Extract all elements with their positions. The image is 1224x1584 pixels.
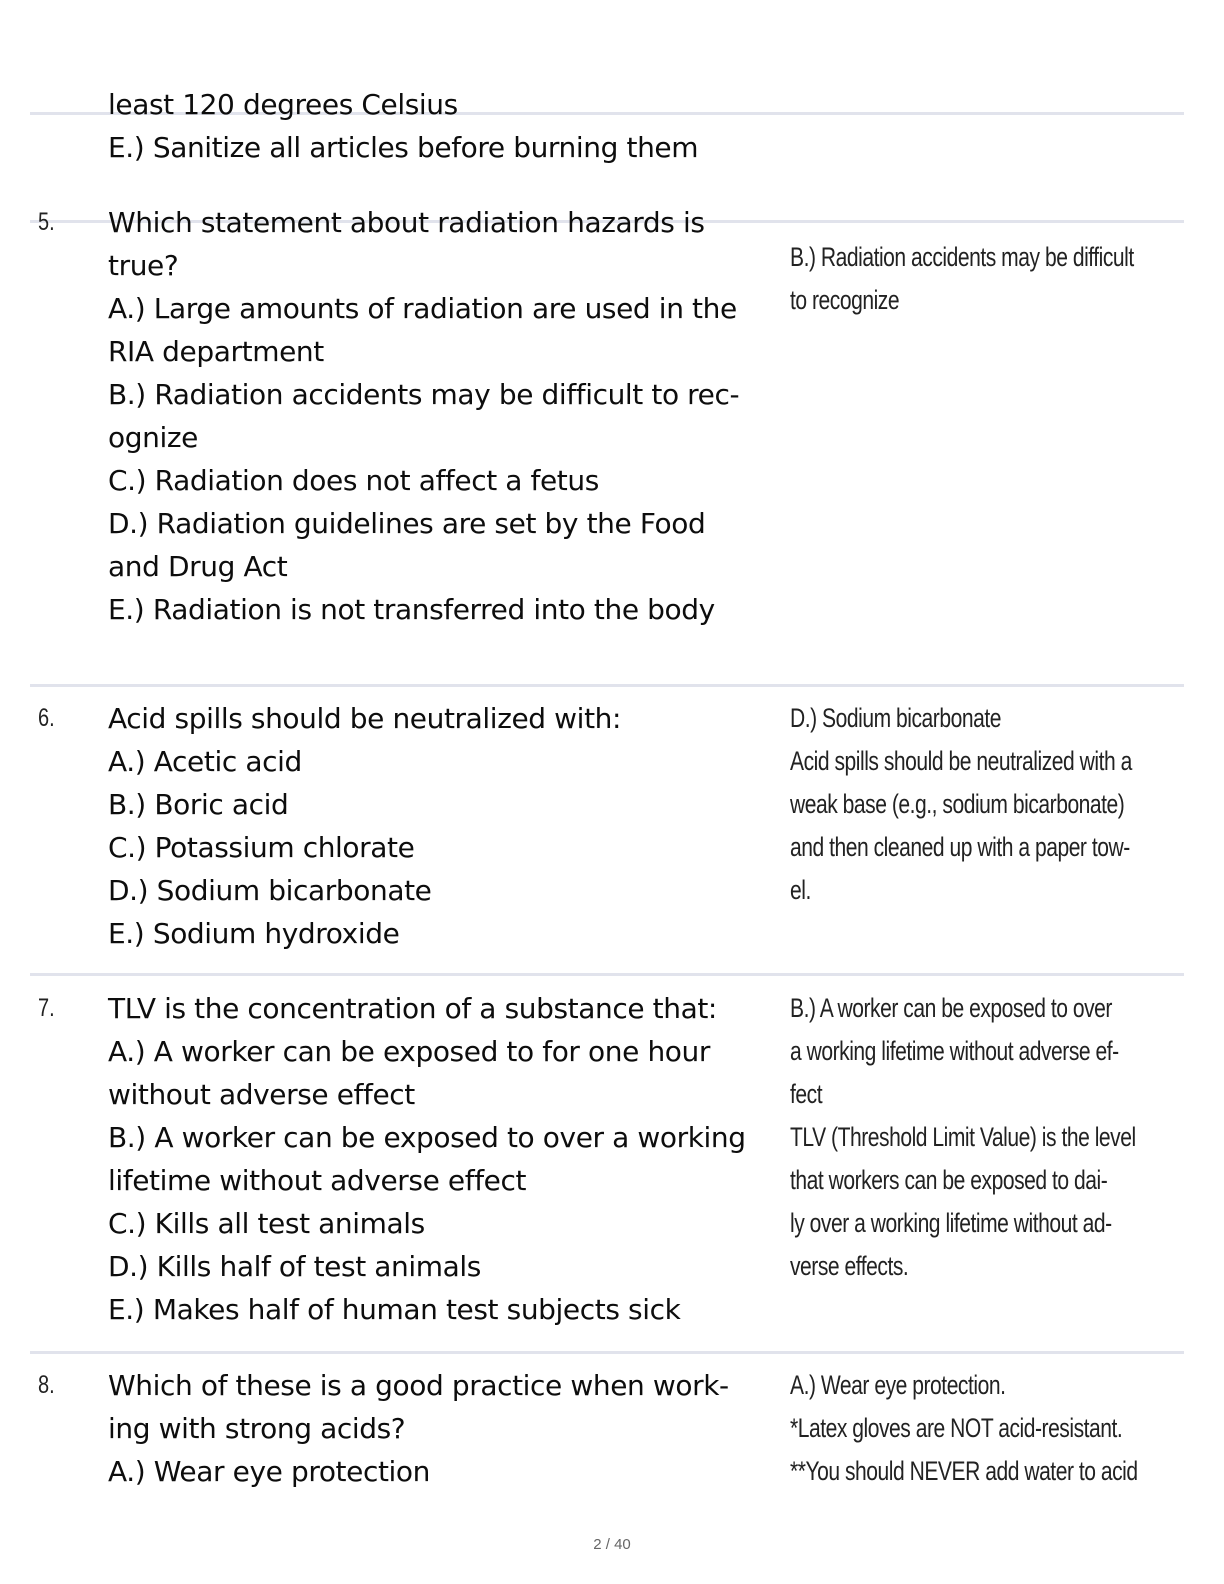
answer-line: a working lifetime without adverse ef- bbox=[790, 1036, 1119, 1066]
question-number: 5. bbox=[38, 208, 55, 236]
answer-line: fect bbox=[790, 1079, 823, 1109]
answer-explanation bbox=[790, 236, 1149, 322]
question-number: 6. bbox=[38, 704, 55, 732]
question-text bbox=[108, 987, 784, 1331]
option-line: C.) Radiation does not affect a fetus bbox=[108, 464, 599, 497]
option-line: lifetime without adverse effect bbox=[108, 1164, 527, 1197]
answer-line: *Latex gloves are NOT acid-resistant. bbox=[790, 1413, 1123, 1443]
answer-line: el. bbox=[790, 875, 811, 905]
option-line: A.) Large amounts of radiation are used in the bbox=[108, 292, 737, 325]
separator-rule bbox=[30, 684, 1184, 687]
answer-line: TLV (Threshold Limit Value) is the level bbox=[790, 1122, 1136, 1152]
continuation-line: E.) Sanitize all articles before burning them bbox=[108, 131, 699, 164]
option-line: D.) Kills half of test animals bbox=[108, 1250, 481, 1283]
answer-explanation bbox=[790, 1364, 1149, 1493]
question-line: Which of these is a good practice when work- bbox=[108, 1369, 729, 1402]
question-line: Which statement about radiation hazards is bbox=[108, 206, 705, 239]
answer-line: that workers can be exposed to dai- bbox=[790, 1165, 1108, 1195]
option-line: A.) Acetic acid bbox=[108, 745, 302, 778]
option-line: E.) Sodium hydroxide bbox=[108, 917, 400, 950]
separator-rule bbox=[30, 973, 1184, 976]
question-text bbox=[108, 201, 784, 631]
option-line: A.) Wear eye protection bbox=[108, 1455, 430, 1488]
answer-line: and then cleaned up with a paper tow- bbox=[790, 832, 1130, 862]
answer-line: verse effects. bbox=[790, 1251, 909, 1281]
option-line: D.) Sodium bicarbonate bbox=[108, 874, 432, 907]
separator-rule bbox=[30, 1351, 1184, 1354]
answer-explanation bbox=[790, 697, 1149, 912]
option-line: C.) Kills all test animals bbox=[108, 1207, 425, 1240]
option-line: RIA department bbox=[108, 335, 324, 368]
continuation-line: least 120 degrees Celsius bbox=[108, 88, 458, 121]
answer-explanation bbox=[790, 987, 1149, 1288]
option-line: E.) Makes half of human test subjects sick bbox=[108, 1293, 681, 1326]
option-line: without adverse effect bbox=[108, 1078, 415, 1111]
answer-line: ly over a working lifetime without ad- bbox=[790, 1208, 1112, 1238]
question-line: TLV is the concentration of a substance that: bbox=[108, 992, 717, 1025]
answer-line: weak base (e.g., sodium bicarbonate) bbox=[790, 789, 1125, 819]
answer-line: B.) Radiation accidents may be difficult bbox=[790, 242, 1134, 272]
option-line: B.) Radiation accidents may be difficult to rec- bbox=[108, 378, 740, 411]
question-number: 7. bbox=[38, 994, 55, 1022]
option-line: A.) A worker can be exposed to for one hour bbox=[108, 1035, 710, 1068]
answer-line: B.) A worker can be exposed to over bbox=[790, 993, 1112, 1023]
option-line: B.) Boric acid bbox=[108, 788, 289, 821]
option-line: C.) Potassium chlorate bbox=[108, 831, 415, 864]
answer-line: Acid spills should be neutralized with a bbox=[790, 746, 1132, 776]
option-line: D.) Radiation guidelines are set by the Food bbox=[108, 507, 706, 540]
option-line: E.) Radiation is not transferred into the body bbox=[108, 593, 715, 626]
question-text bbox=[108, 697, 784, 955]
option-line: ognize bbox=[108, 421, 198, 454]
question-line: ing with strong acids? bbox=[108, 1412, 406, 1445]
page-number: 2 / 40 bbox=[593, 1536, 631, 1553]
option-line: B.) A worker can be exposed to over a working bbox=[108, 1121, 746, 1154]
answer-line: A.) Wear eye protection. bbox=[790, 1370, 1006, 1400]
option-line: and Drug Act bbox=[108, 550, 288, 583]
answer-line: to recognize bbox=[790, 285, 900, 315]
question-number: 8. bbox=[38, 1371, 55, 1399]
question-line: Acid spills should be neutralized with: bbox=[108, 702, 622, 735]
answer-line: D.) Sodium bicarbonate bbox=[790, 703, 1001, 733]
question-line: true? bbox=[108, 249, 179, 282]
question-text bbox=[108, 1364, 784, 1493]
continuation-text bbox=[108, 83, 784, 169]
answer-line: **You should NEVER add water to acid bbox=[790, 1456, 1138, 1486]
